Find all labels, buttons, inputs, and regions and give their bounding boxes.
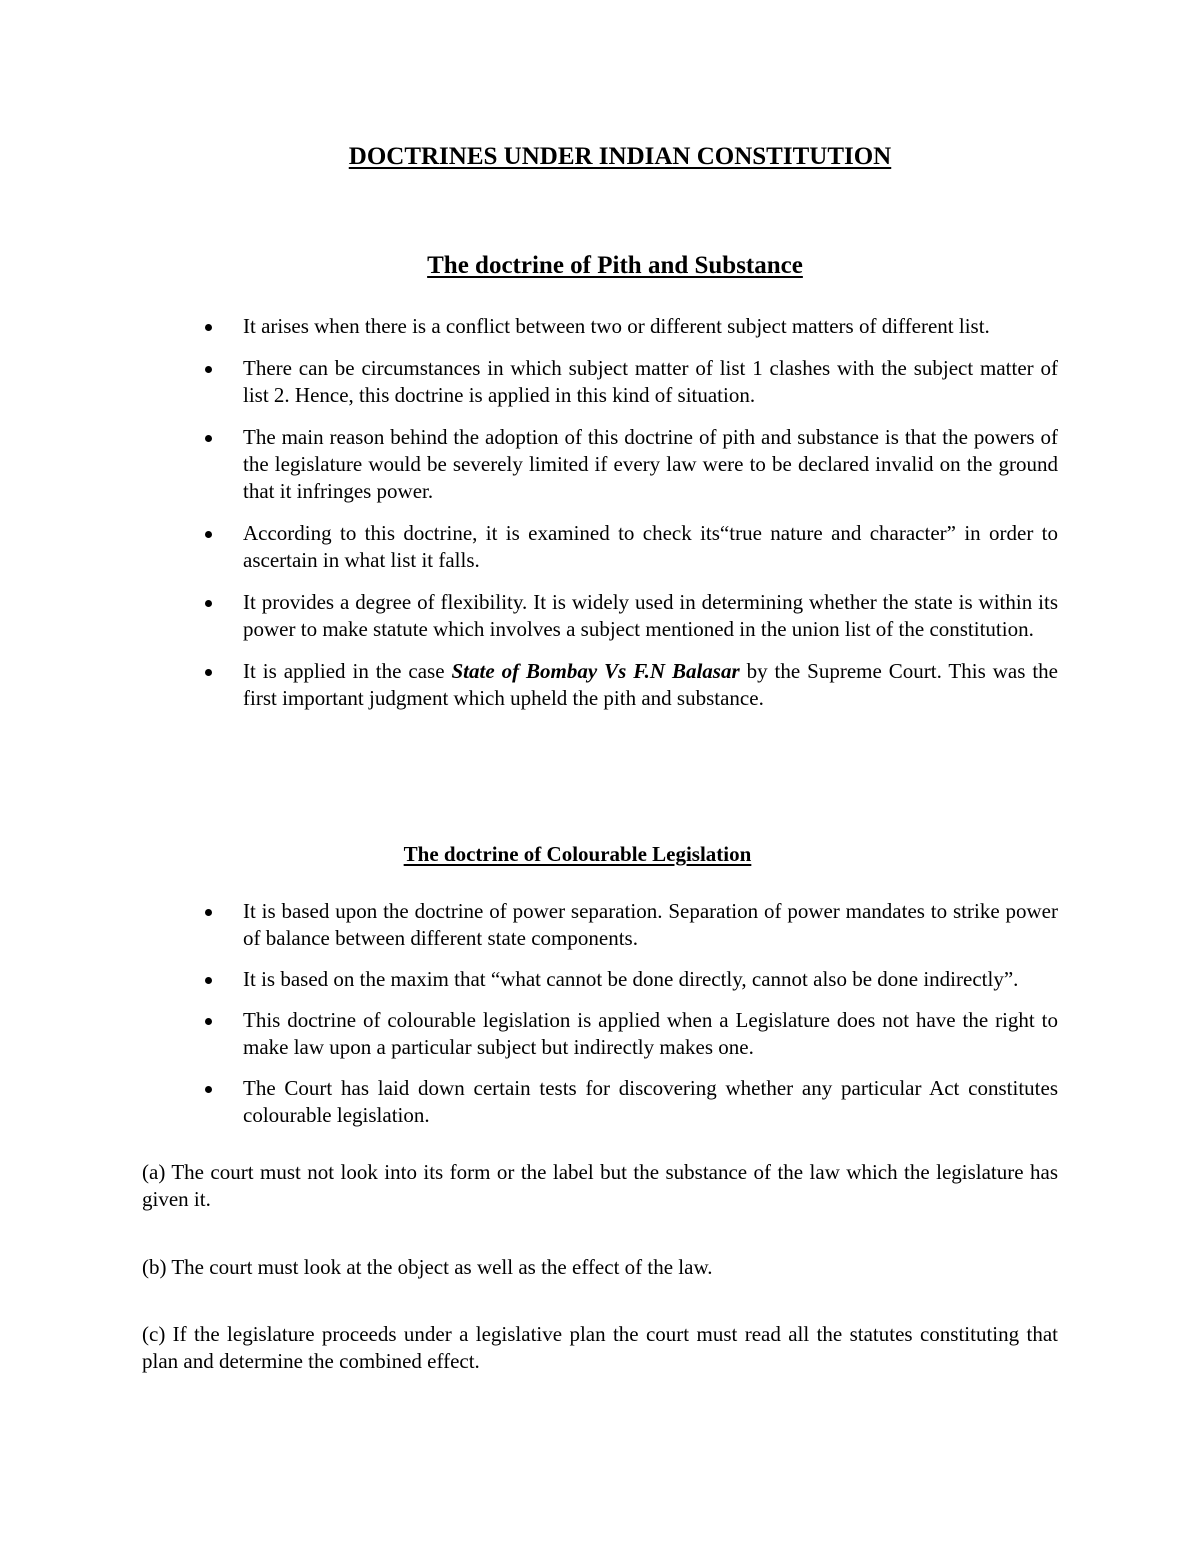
list-item	[243, 313, 1058, 340]
bullet-icon	[205, 531, 212, 538]
page-title: DOCTRINES UNDER INDIAN CONSTITUTION	[348, 143, 892, 170]
list-item-text: There can be circumstances in which subject matter of list 1 clashes with the subject matter of list 2. Hence, this doctrine is applied in this kind of situation.	[243, 356, 1058, 407]
list-item-text: This doctrine of colourable legislation is applied when a Legislature does not have the right to make law upon a particular subject but indirectly makes one.	[243, 1008, 1058, 1059]
case-name: State of Bombay Vs F.N Balasar	[451, 659, 740, 683]
list-item	[243, 1007, 1058, 1061]
list-item	[243, 966, 1058, 993]
list-item	[243, 1075, 1058, 1129]
bullet-icon	[205, 1086, 212, 1093]
list-item	[243, 520, 1058, 574]
list-item-text: It provides a degree of flexibility. It is widely used in determining whether the state is within its power to make statute which involves a subject mentioned in the union list of the constitution.	[243, 590, 1058, 641]
case-text-before: It is applied in the case	[243, 659, 452, 683]
list-item	[243, 424, 1058, 505]
bullet-icon	[205, 366, 212, 373]
bullet-icon	[205, 909, 212, 916]
list-item	[243, 898, 1058, 952]
bullet-icon	[205, 1018, 212, 1025]
list-item	[243, 355, 1058, 409]
bullet-icon	[205, 669, 212, 676]
test-paragraph-b: (b) The court must look at the object as well as the effect of the law.	[142, 1255, 713, 1279]
test-paragraph-a: (a) The court must not look into its form or the label but the substance of the law which the legislature has given it.	[142, 1160, 1058, 1211]
bullet-icon	[205, 977, 212, 984]
section-heading-pith-substance: The doctrine of Pith and Substance	[427, 252, 803, 279]
list-item	[243, 589, 1058, 643]
bullet-icon	[205, 600, 212, 607]
list-item-case	[243, 658, 1058, 712]
bullet-icon	[205, 435, 212, 442]
list-item-text: The Court has laid down certain tests for discovering whether any particular Act constitutes colourable legislation.	[243, 1076, 1058, 1127]
case-text-after: by the Supreme Court. This was the first important judgment which upheld the pith and substance.	[243, 659, 1058, 710]
section-heading-colourable-legislation: The doctrine of Colourable Legislation	[403, 842, 752, 866]
test-paragraph-c: (c) If the legislature proceeds under a legislative plan the court must read all the statutes constituting that plan and determine the combined effect.	[142, 1322, 1058, 1373]
list-item-text: It is based on the maxim that “what cannot be done directly, cannot also be done indirectly”.	[243, 967, 1019, 991]
list-item-text: According to this doctrine, it is examined to check its“true nature and character” in order to ascertain in what list it falls.	[243, 521, 1058, 572]
bullet-icon	[205, 324, 212, 331]
list-item-text: It is based upon the doctrine of power separation. Separation of power mandates to strike power of balance between different state components.	[243, 899, 1058, 950]
colourable-legislation-bullet-list	[243, 898, 1058, 1143]
list-item-text: It arises when there is a conflict between two or different subject matters of different list.	[243, 314, 990, 338]
pith-substance-bullet-list	[243, 313, 1058, 727]
list-item-text: The main reason behind the adoption of this doctrine of pith and substance is that the powers of the legislature would be severely limited if every law were to be declared invalid on the ground that it infringes power.	[243, 425, 1058, 503]
